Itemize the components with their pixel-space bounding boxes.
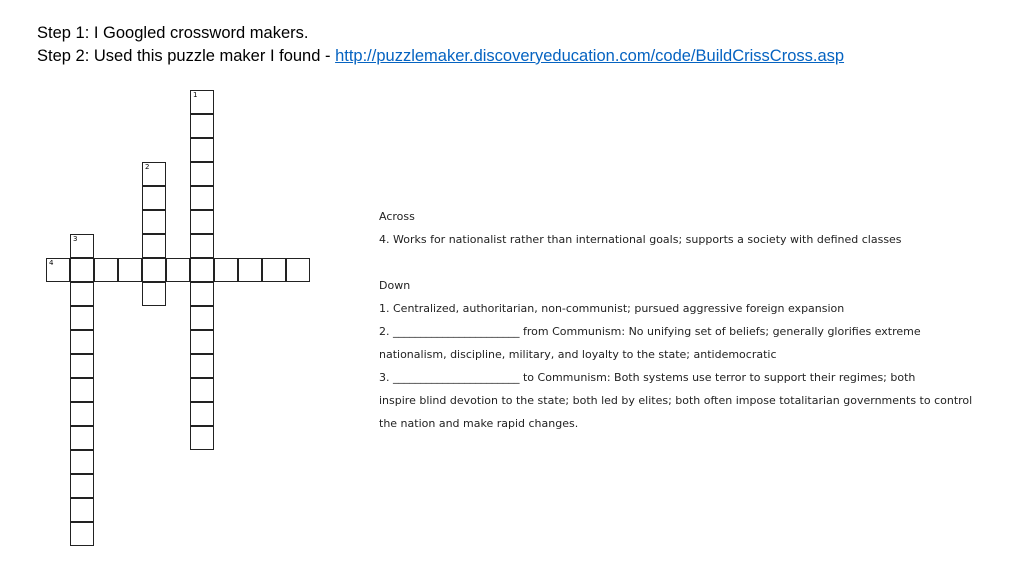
crossword-cell[interactable]	[142, 186, 166, 210]
crossword-cell[interactable]	[190, 282, 214, 306]
crossword-cell[interactable]	[70, 522, 94, 546]
crossword-cell[interactable]	[190, 426, 214, 450]
puzzlemaker-link[interactable]: http://puzzlemaker.discoveryeducation.com/code/BuildCrissCross.asp	[335, 47, 845, 65]
crossword-cell[interactable]	[190, 306, 214, 330]
crossword-cell[interactable]	[70, 498, 94, 522]
down-clue-3-cont: inspire blind devotion to the state; both led by elites; both often impose totalitarian governments to control	[379, 394, 973, 407]
crossword-cell[interactable]	[190, 330, 214, 354]
crossword-cell[interactable]	[190, 354, 214, 378]
clue-number: 2	[145, 163, 150, 171]
across-heading: Across	[379, 210, 415, 223]
crossword-cell[interactable]	[190, 378, 214, 402]
down-clue-3-cont-2: the nation and make rapid changes.	[379, 417, 579, 430]
crossword-cell[interactable]	[190, 138, 214, 162]
crossword-cell[interactable]	[238, 258, 262, 282]
crossword-cell[interactable]	[70, 378, 94, 402]
crossword-cell[interactable]	[70, 282, 94, 306]
crossword-cell[interactable]	[70, 258, 94, 282]
crossword-cell[interactable]	[190, 90, 214, 114]
crossword-cell[interactable]	[166, 258, 190, 282]
clue-number: 4	[49, 259, 54, 267]
down-clue-2: 2. _______________________ from Communism: No unifying set of beliefs; generally glorifies extreme	[379, 325, 921, 338]
crossword-cell[interactable]	[190, 210, 214, 234]
crossword-cell[interactable]	[142, 210, 166, 234]
crossword-cell[interactable]	[70, 330, 94, 354]
crossword-cell[interactable]	[70, 354, 94, 378]
down-clue-3: 3. _______________________ to Communism: Both systems use terror to support their regimes; both	[379, 371, 916, 384]
crossword-cell[interactable]	[190, 258, 214, 282]
crossword-cell[interactable]	[70, 402, 94, 426]
crossword-cell[interactable]	[70, 426, 94, 450]
crossword-cell[interactable]	[286, 258, 310, 282]
crossword-cell[interactable]	[118, 258, 142, 282]
crossword-cell[interactable]	[46, 258, 70, 282]
crossword-cell[interactable]	[190, 402, 214, 426]
step-1-text: Step 1: I Googled crossword makers.	[37, 24, 309, 42]
crossword-cell[interactable]	[190, 162, 214, 186]
crossword-cell[interactable]	[70, 306, 94, 330]
down-heading: Down	[379, 279, 411, 292]
clue-number: 1	[193, 91, 198, 99]
crossword-cell[interactable]	[94, 258, 118, 282]
clue-number: 3	[73, 235, 78, 243]
step-2-text	[37, 45, 844, 67]
crossword-cell[interactable]	[142, 282, 166, 306]
crossword-cell[interactable]	[190, 234, 214, 258]
down-clue-1: 1. Centralized, authoritarian, non-communist; pursued aggressive foreign expansion	[379, 302, 845, 315]
step-2-prefix: Step 2: Used this puzzle maker I found -	[37, 47, 336, 65]
crossword-cell[interactable]	[214, 258, 238, 282]
crossword-cell[interactable]	[70, 474, 94, 498]
clues-panel	[379, 205, 999, 435]
crossword-cell[interactable]	[142, 258, 166, 282]
down-clue-2-cont: nationalism, discipline, military, and loyalty to the state; antidemocratic	[379, 348, 777, 361]
spacer	[379, 251, 999, 274]
crossword-cell[interactable]	[142, 162, 166, 186]
crossword-cell[interactable]	[262, 258, 286, 282]
crossword-cell[interactable]	[142, 234, 166, 258]
crossword-cell[interactable]	[70, 450, 94, 474]
crossword-cell[interactable]	[190, 186, 214, 210]
crossword-cell[interactable]	[190, 114, 214, 138]
across-clue-4: 4. Works for nationalist rather than international goals; supports a society with defined classes	[379, 233, 902, 246]
crossword-cell[interactable]	[70, 234, 94, 258]
